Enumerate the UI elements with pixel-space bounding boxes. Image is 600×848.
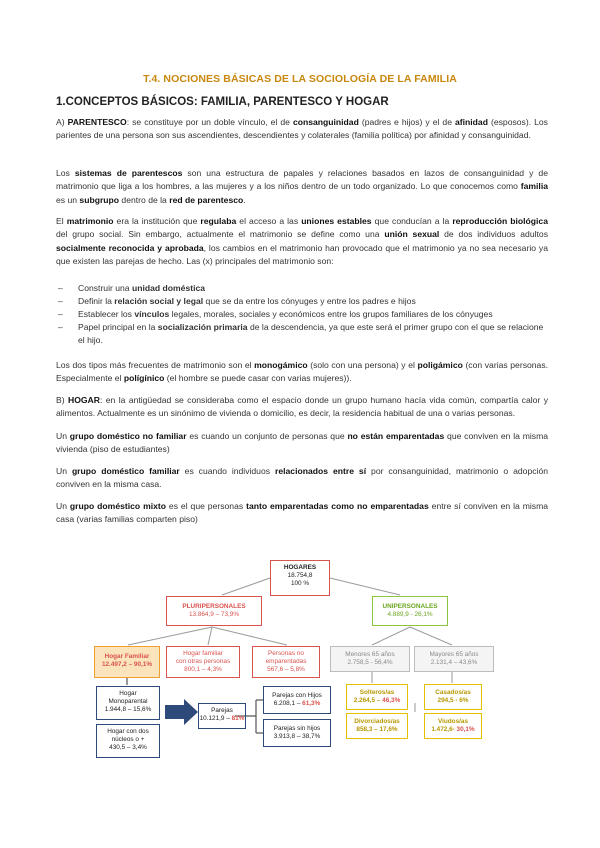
text: : se constituye por un doble vínculo, el de (126, 117, 293, 127)
box-solteros: Solteros/as 2.264,5 – 46,3% (346, 684, 408, 710)
text: son una estructura de papales y relaciones basados en lazos de consanguinidad y de matrimonio que liga a los hombres, a las mujeres y a los niños dentro de un todo organizado. Lo que conocemos como (56, 168, 548, 192)
box-parejas: Parejas 10.121,9 – 81% (198, 703, 246, 729)
text: (solo con una persona) y el (307, 360, 418, 370)
text: que conducían a la (371, 216, 453, 226)
connector-line (208, 627, 212, 645)
text: El (56, 216, 67, 226)
bold-text: familia (520, 181, 548, 192)
text: (con varias personas. Especialmente el (56, 360, 549, 384)
text: A) (56, 117, 68, 127)
box-unipersonales: UNIPERSONALES 4.889,9 - 26,1% (372, 596, 448, 626)
box-divorciados: Divorciados/as 858,3 – 17,6% (346, 713, 408, 739)
bold-text: monogámico (254, 360, 308, 370)
box-dos-nucleos: Hogar con dos núcleos o + 430,5 – 3,4% (96, 724, 160, 758)
text: es un (56, 194, 80, 205)
bold-text: sistemas de parentescos (74, 168, 183, 178)
bold-text: unión sexual (384, 229, 440, 240)
connector-line (222, 578, 270, 595)
bold-text: regulaba (200, 216, 237, 226)
text: de dos individuos adultos (439, 229, 548, 240)
bold-text: reproducción biológica (452, 216, 548, 226)
box-hogares: HOGARES 18.754,8 100 % (270, 560, 330, 596)
box-pluripersonales: PLURIPERSONALES 13.864,9 – 73,9% (166, 596, 262, 626)
text: (padres e hijos) y el de (358, 117, 455, 127)
list-item: – Papel principal en la socialización primaria de la descendencia, ya que este será el primer grupo con el que se relacione el hijo. (56, 321, 548, 347)
connector-line (372, 627, 410, 645)
text: . (243, 194, 246, 205)
document-title: T.4. NOCIONES BÁSICAS DE LA SOCIOLOGÍA DE LA FAMILIA (143, 73, 457, 85)
box-mayores-65: Mayores 65 años 2.131,4 – 43,6% (414, 646, 494, 672)
text: Los dos tipos más frecuentes de matrimonio son el (56, 360, 255, 370)
text: el acceso a las (236, 216, 302, 226)
paragraph-no-familiar: Un grupo doméstico no familiar es cuando un conjunto de personas que no están emparentadas que conviven en la misma vivienda (piso de estudiantes) (56, 431, 549, 455)
text: dentro de la (119, 194, 170, 205)
bold-text: uniones estables (301, 216, 372, 226)
list-item: – Construir una unidad doméstica (56, 282, 548, 295)
paragraph-mixto: Un grupo doméstico mixto es el que personas tanto emparentadas como no emparentadas entre sí conviven en la misma casa (varias familias comparten piso) (56, 501, 549, 525)
bold-text: consanguinidad (292, 117, 359, 127)
text: Los (56, 168, 75, 178)
box-menores-65: Menores 65 años 2.758,5 - 56,4% (330, 646, 410, 672)
section-heading: 1.CONCEPTOS BÁSICOS: FAMILIA, PARENTESCO Y HOGAR (56, 96, 389, 108)
connector-line (410, 627, 452, 645)
connector-line (212, 627, 287, 645)
box-parejas-sin-hijos: Parejas sin hijos 3.913,8 – 38,7% (263, 719, 331, 747)
bold-text: matrimonio (66, 216, 114, 226)
bold-text: afinidad (455, 117, 488, 127)
connector-line (128, 627, 212, 645)
box-parejas-con-hijos: Parejas con Hijos 6.208,1 – 61,3% (263, 686, 331, 714)
paragraph-familiar: Un grupo doméstico familiar es cuando individuos relacionados entre sí por consanguinidad, matrimonio o adopción conviven en la misma casa. (56, 466, 548, 490)
text: : en la antigüedad se consideraba como el espacio donde un grupo humano hacía vida común, compartía calor y alimentos. Actualmente es un sinónimo de vivienda o domicilio, es decir, la residencia habitual de una o varias personas. (56, 395, 548, 419)
bold-text: socialmente reconocida y aprobada (56, 242, 204, 253)
box-monoparental: Hogar Monoparental 1.944,8 – 15,6% (96, 686, 160, 720)
bold-text: red de parentesco (169, 194, 244, 205)
bold-text: subgrupo (79, 194, 120, 205)
box-no-emparentadas: Personas no emparentadas 567,6 – 5,8% (252, 646, 320, 678)
connector-line (330, 578, 400, 595)
bold-text: PARENTESCO (67, 117, 127, 127)
bold-text: poligámico (417, 360, 463, 370)
list-item: – Establecer los vínculos legales, morales, sociales y económicos entre los grupos familiares de los cónyuges (56, 308, 548, 321)
bold-text: polígínico (123, 373, 165, 384)
text: del grupo social. Sin embargo, actualmente el matrimonio se define como una (56, 229, 385, 240)
box-hogar-familiar: Hogar Familiar 12.497,2 – 90,1% (94, 646, 160, 678)
list-item: – Definir la relación social y legal que se da entre los cónyuges y entre los padres e hijos (56, 295, 548, 308)
box-casados: Casados/as 294,5 - 6% (424, 684, 482, 710)
text: B) (56, 395, 68, 405)
box-viudos: Viudos/as 1.472,6- 30,1% (424, 713, 482, 739)
box-hogar-familiar-otras: Hogar familiar con otras personas 800,1 – 4,3% (166, 646, 240, 678)
text: era la institución que (113, 216, 201, 226)
arrow-right-icon (165, 699, 198, 725)
text: (el hombre se puede casar con varias mujeres)). (164, 373, 352, 384)
text: (esposos). Los parientes de una persona son sus ascendientes, descendientes y colaterales (familia política) por afinidad y consanguinidad. (56, 117, 548, 141)
bold-text: HOGAR (67, 395, 100, 405)
text: , los cambios en el matrimonio han provocado que el matrimonio ya no sea necesario ya que existen las parejas de hecho. Las (x) principales del matrimonio son: (56, 242, 548, 267)
